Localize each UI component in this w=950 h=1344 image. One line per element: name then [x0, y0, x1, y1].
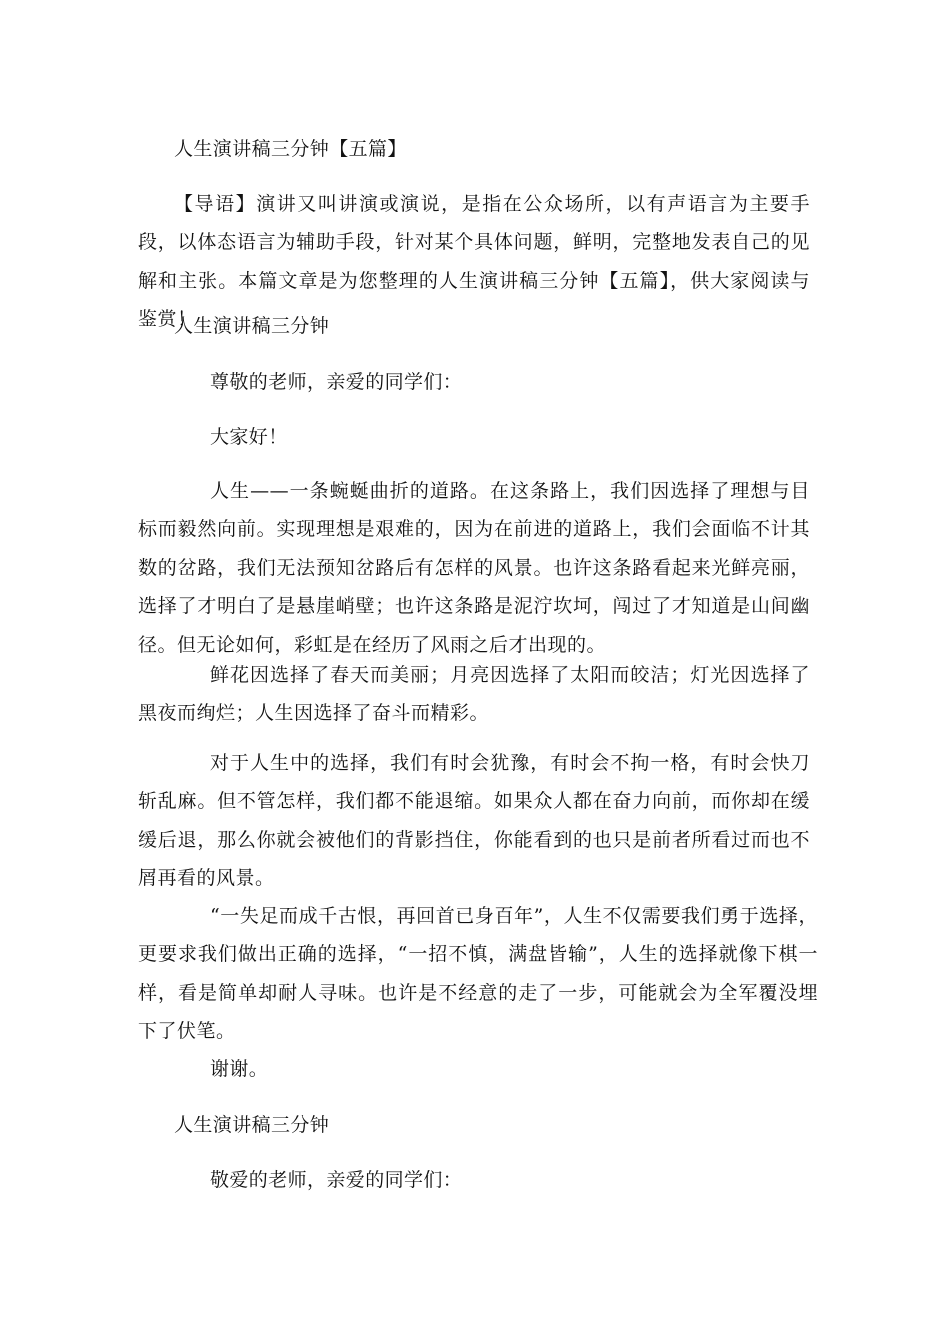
- body-paragraph: 人生——一条蜿蜒曲折的道路。在这条路上，我们因选择了理想与目标而毅然向前。实现理想是艰难的，因为在前进的道路上，我们会面临不计其数的岔路，我们无法预知岔路后有怎样的风景。也许这条路看起来光鲜亮丽，选择了才明白了是悬崖峭壁；也许这条路是泥泞坎坷，闯过了才知道是山间幽径。但无论如何，彩虹是在经历了风雨之后才出现的。: [138, 480, 810, 656]
- closing-text: 谢谢。: [210, 1058, 269, 1080]
- salutation: 尊敬的老师，亲爱的同学们：: [210, 371, 463, 393]
- section-heading: 人生演讲稿三分钟: [174, 315, 330, 337]
- intro-paragraph: 【导语】演讲又叫讲演或演说，是指在公众场所，以有声语言为主要手段，以体态语言为辅助手段，针对某个具体问题，鲜明，完整地发表自己的见解和主张。本篇文章是为您整理的人生演讲稿三分钟【五篇】，供大家阅读与鉴赏！: [138, 193, 810, 331]
- body-paragraph: 对于人生中的选择，我们有时会犹豫，有时会不拘一格，有时会快刀斩乱麻。但不管怎样，我们都不能退缩。如果众人都在奋力向前，而你却在缓缓后退，那么你就会被他们的背影挡住，你能看到的也只是前者所看过而也不屑再看的风景。: [138, 752, 810, 890]
- greeting: 大家好！: [210, 426, 288, 448]
- body-paragraph: “一失足而成千古恨，再回首已身百年”，人生不仅需要我们勇于选择，更要求我们做出正确的选择，“一招不慎，满盘皆输”，人生的选择就像下棋一样，看是简单却耐人寻味。也许是不经意的走了一步，可能就会为全军覆没埋下了伏笔。: [138, 905, 818, 1043]
- document-title: 人生演讲稿三分钟【五篇】: [174, 138, 407, 160]
- body-paragraph: 鲜花因选择了春天而美丽；月亮因选择了太阳而皎洁；灯光因选择了黑夜而绚烂；人生因选择了奋斗而精彩。: [138, 664, 810, 725]
- section-heading: 人生演讲稿三分钟: [174, 1114, 330, 1136]
- salutation: 敬爱的老师，亲爱的同学们：: [210, 1169, 463, 1191]
